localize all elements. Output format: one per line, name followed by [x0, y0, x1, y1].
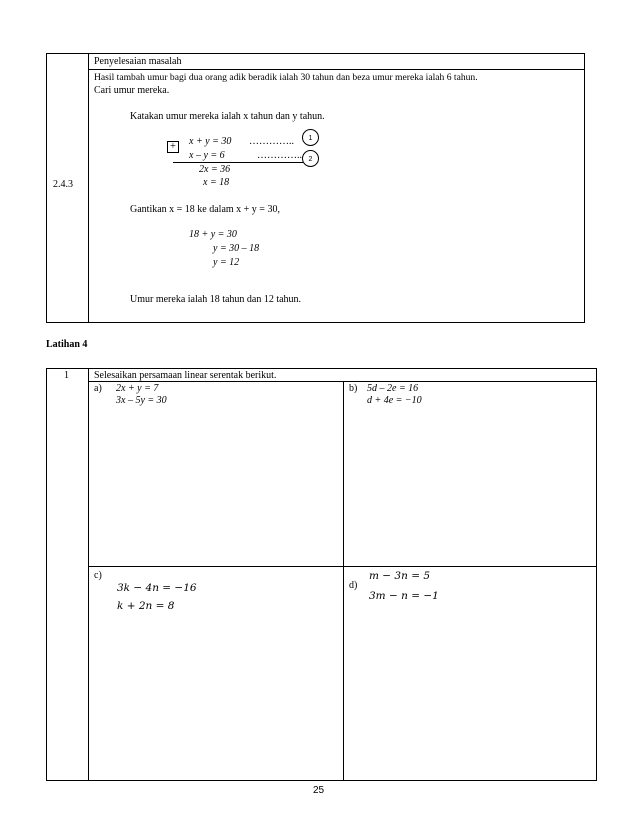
answer-statement: Umur mereka ialah 18 tahun dan 12 tahun.	[130, 294, 302, 305]
substitute-line-2: y = 30 – 18	[213, 243, 260, 254]
part-d-label: d)	[349, 580, 358, 591]
problem-line-1: Hasil tambah umur bagi dua orang adik beradik ialah 30 tahun dan beza umur mereka ialah 6 tahun.	[94, 72, 478, 83]
exercise-number: 1	[64, 370, 69, 381]
equation-1-dots: …………..	[249, 136, 294, 147]
section-header: Penyelesaian masalah	[94, 56, 182, 67]
substitute-statement: Gantikan x = 18 ke dalam x + y = 30,	[130, 204, 280, 215]
sum-underline	[173, 162, 303, 163]
equation-2: x – y = 6	[189, 150, 225, 161]
part-d-equation-2: 3m − n = −1	[369, 590, 439, 602]
part-d-equation-1: m − 3n = 5	[369, 570, 431, 582]
sum-line-1: 2x = 36	[199, 164, 231, 175]
substitute-line-1: 18 + y = 30	[189, 229, 237, 240]
exercise-instruction: Selesaikan persamaan linear serentak berikut.	[94, 370, 277, 381]
part-b-equation-1: 5d – 2e = 16	[367, 383, 419, 394]
equation-1: x + y = 30	[189, 136, 232, 147]
part-a-equation-1: 2x + y = 7	[116, 383, 159, 394]
section-number: 2.4.3	[53, 179, 73, 190]
plus-sign-box: +	[167, 141, 179, 153]
sum-line-2: x = 18	[203, 177, 230, 188]
substitute-line-3: y = 12	[213, 257, 240, 268]
let-statement: Katakan umur mereka ialah x tahun dan y tahun.	[130, 111, 325, 122]
problem-line-2: Cari umur mereka.	[94, 85, 170, 96]
page-number: 25	[313, 785, 325, 796]
part-c-equation-1: 3k − 4n = −16	[117, 582, 197, 594]
equation-2-tag: 2	[302, 150, 319, 167]
part-a-equation-2: 3x – 5y = 30	[116, 395, 167, 406]
part-a-label: a)	[94, 383, 102, 394]
part-b-label: b)	[349, 383, 358, 394]
equation-2-dots: …………..	[257, 150, 302, 161]
part-b-equation-2: d + 4e = −10	[367, 395, 422, 406]
exercise-title: Latihan 4	[46, 339, 88, 350]
equation-1-tag: 1	[302, 129, 319, 146]
part-c-label: c)	[94, 570, 102, 581]
part-c-equation-2: k + 2n = 8	[117, 600, 175, 612]
